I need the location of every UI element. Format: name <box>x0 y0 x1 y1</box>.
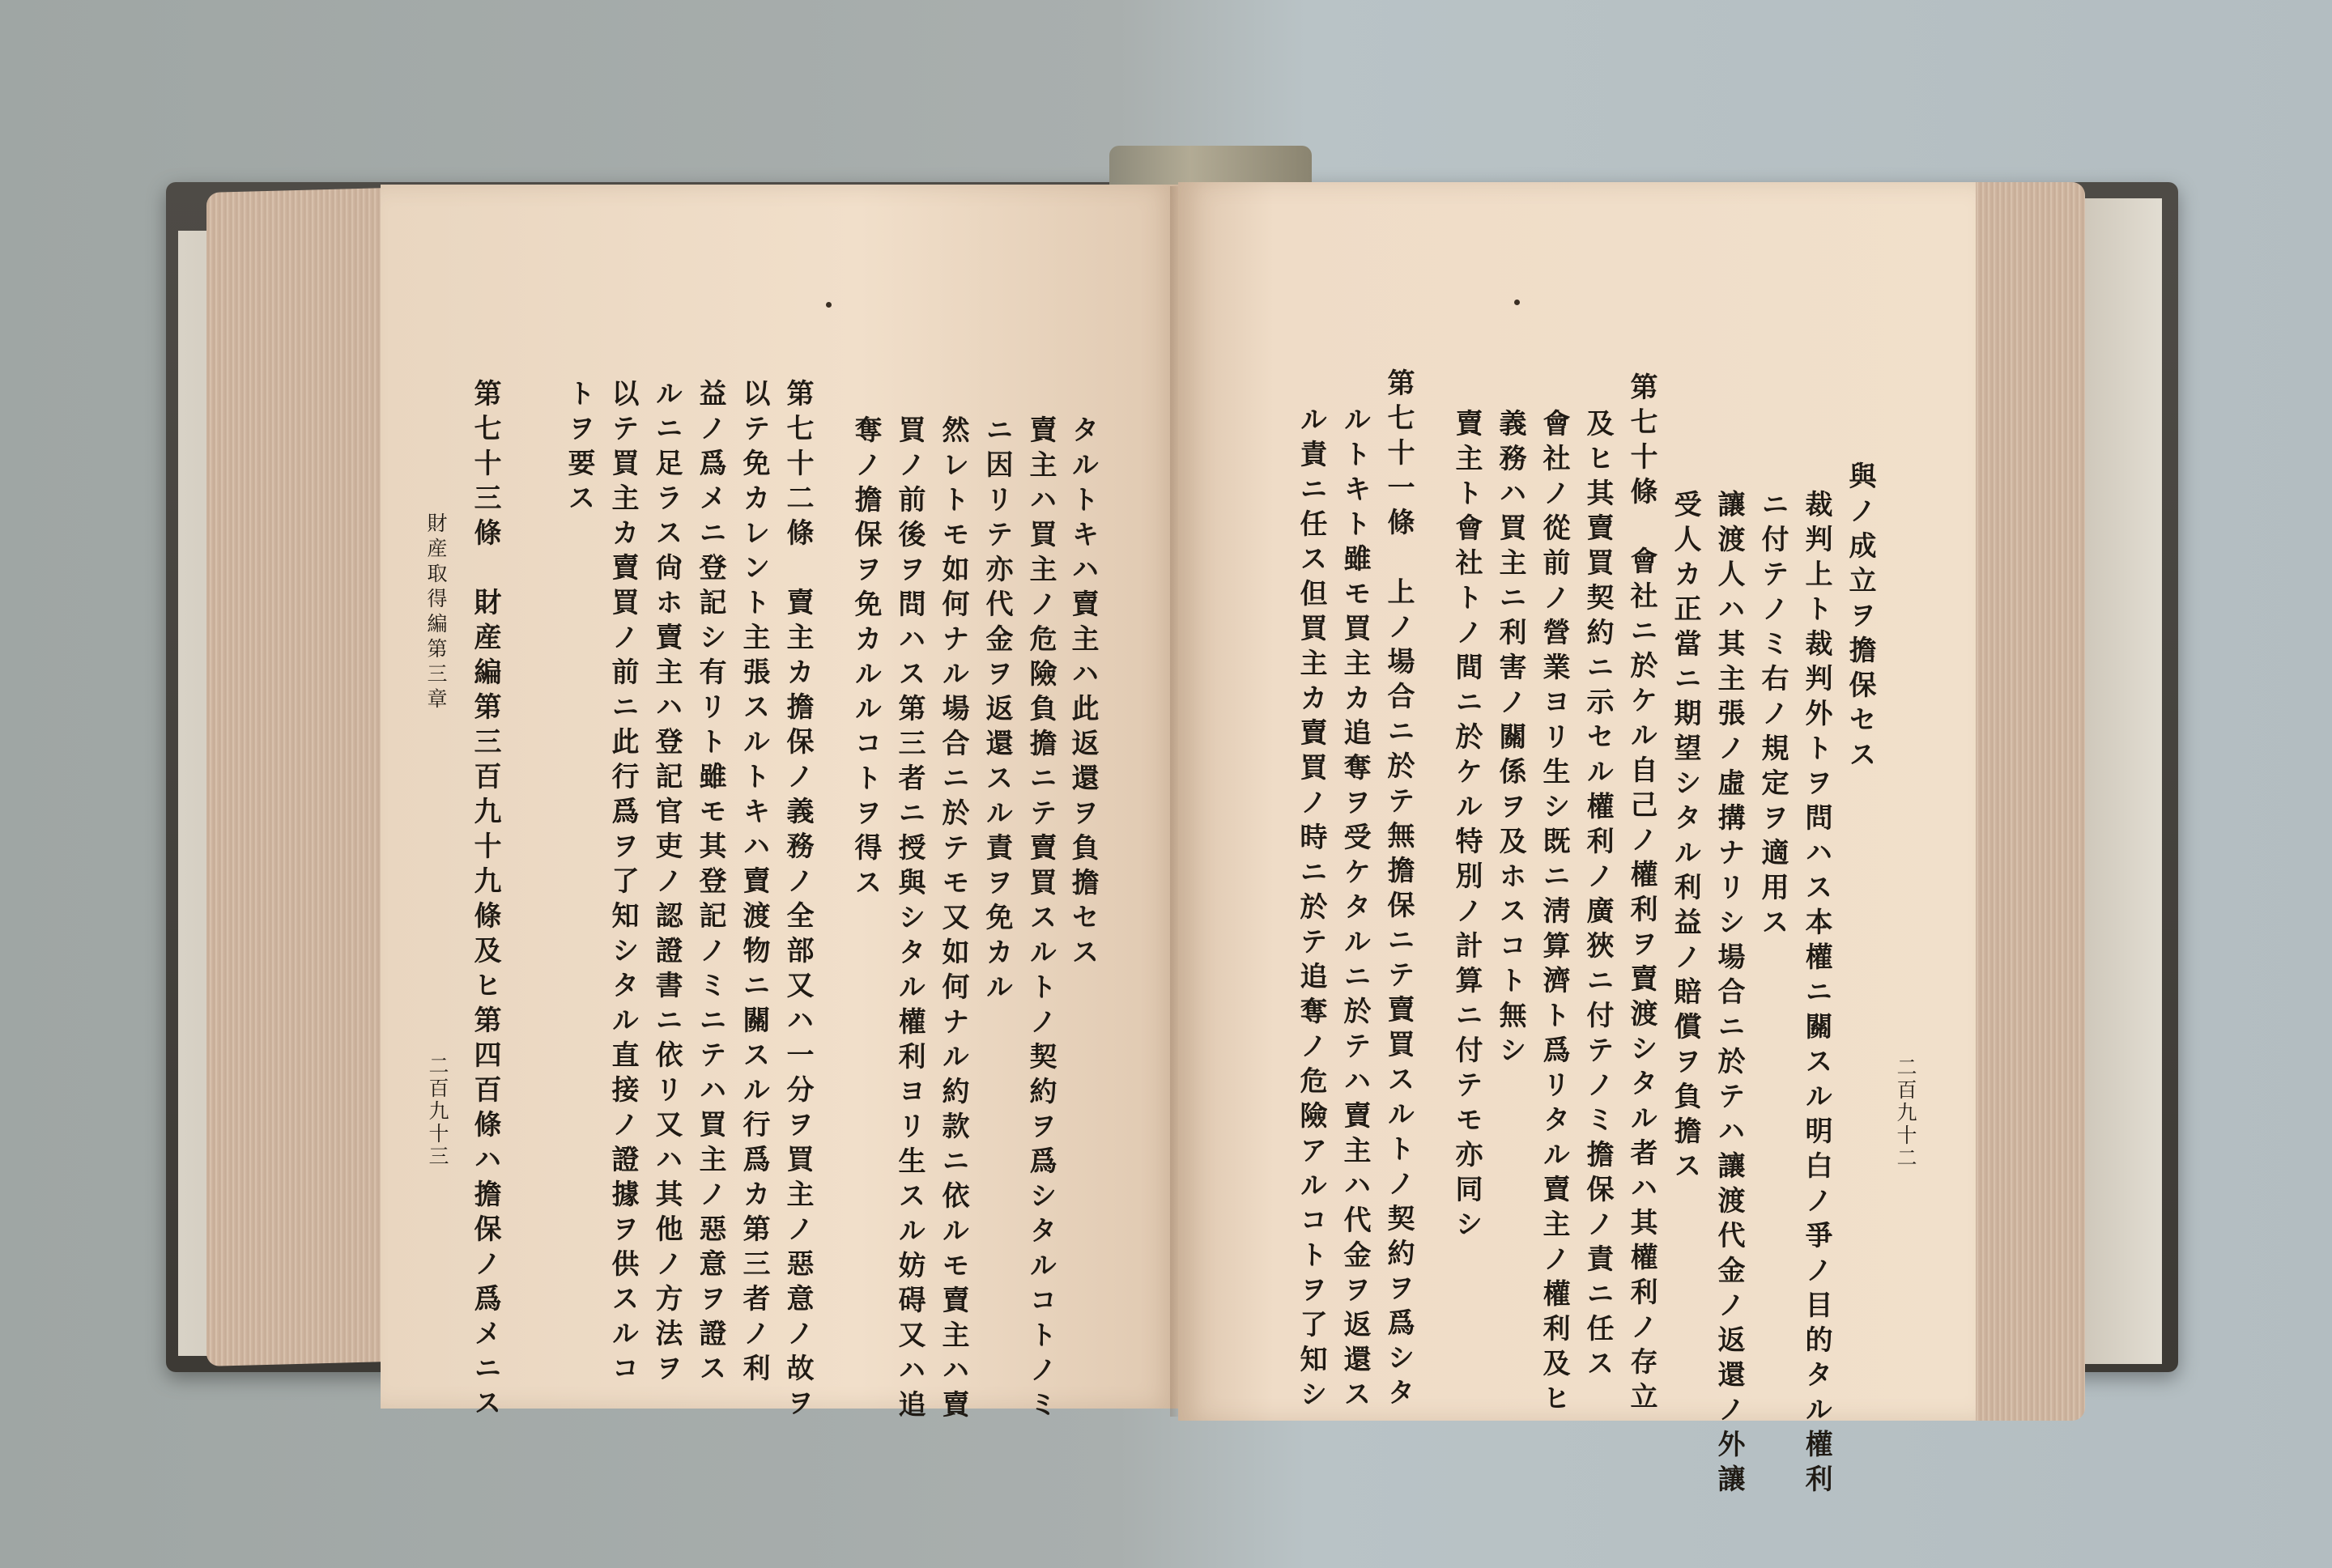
binding-hole-mark <box>826 302 832 308</box>
article-heading: 第七十二條 賣主カ擔保ノ義務ノ全部又ハ一分ヲ買主ノ惡意ノ故ヲ <box>781 379 814 1423</box>
text-column: ニ因リテ亦代金ヲ返還スル責ヲ免カル <box>981 415 1013 1007</box>
text-column: 以テ免カレント主張スルトキハ賣渡物ニ關スル行爲カ第三者ノ利 <box>738 379 770 1388</box>
text-column: ニ付テノミ右ノ規定ヲ適用ス <box>1756 490 1789 942</box>
text-column: 及ヒ其賣買契約ニ示セル權利ノ廣狹ニ付テノミ擔保ノ責ニ任ス <box>1581 409 1614 1383</box>
text-column: ルトキト雖モ買主カ追奪ヲ受ケタルニ於テハ賣主ハ代金ヲ返還ス <box>1338 405 1371 1414</box>
binding-hole-mark <box>1514 300 1520 305</box>
text-column: 賣主ハ買主ノ危險負擔ニテ賣買スルトノ契約ヲ爲シタルコトノミ <box>1024 415 1057 1425</box>
right-endpaper <box>2085 198 2162 1364</box>
right-page-edges <box>1968 182 2085 1421</box>
text-column: 讓渡人ハ其主張ノ虛搆ナリシ場合ニ於テハ讓渡代金ノ返還ノ外讓 <box>1713 490 1745 1499</box>
text-column: 受人カ正當ニ期望シタル利益ノ賠償ヲ負擔ス <box>1669 490 1701 1186</box>
page-number: 二百九十二 <box>1894 1056 1917 1170</box>
left-page <box>381 185 1178 1425</box>
left-page-edges <box>206 188 389 1366</box>
page-number: 二百九十三 <box>426 1055 449 1168</box>
text-column: 然レトモ如何ナル場合ニ於テモ又如何ナル約款ニ依ルモ賣主ハ賣 <box>937 415 969 1425</box>
text-column: タルトキハ賣主ハ此返還ヲ負擔セス <box>1066 415 1099 972</box>
article-heading: 第七十條 會社ニ於ケル自己ノ權利ヲ賣渡シタル者ハ其權利ノ存立 <box>1625 372 1658 1417</box>
text-column: 裁判上ト裁判外トヲ問ハス本權ニ關スル明白ノ爭ノ目的タル權利 <box>1800 490 1832 1499</box>
running-head: 財産取得編第三章 <box>424 512 448 713</box>
text-column: 義務ハ買主ニ利害ノ關係ヲ及ホスコト無シ <box>1494 409 1526 1070</box>
text-column: 會社ノ從前ノ營業ヨリ生シ既ニ淸算濟ト爲リタル賣主ノ權利及ヒ <box>1538 409 1570 1418</box>
text-column: ルニ足ラス尙ホ賣主ハ登記官吏ノ認證書ニ依リ又ハ其他ノ方法ヲ <box>650 379 683 1388</box>
text-column: 以テ買主カ賣買ノ前ニ此行爲ヲ了知シタル直接ノ證據ヲ供スルコ <box>606 379 639 1388</box>
text-column: 買ノ前後ヲ問ハス第三者ニ授與シタル權利ヨリ生スル妨碍又ハ追 <box>893 415 926 1425</box>
text-column: 賣主ト會社トノ間ニ於ケル特別ノ計算ニ付テモ亦同シ <box>1450 409 1483 1244</box>
text-column: 益ノ爲メニ登記シ有リト雖モ其登記ノミニテハ買主ノ惡意ヲ證ス <box>694 379 726 1388</box>
text-column: トヲ要ス <box>563 379 595 518</box>
text-column: ル責ニ任ス但買主カ賣買ノ時ニ於テ追奪ノ危險アルコトヲ了知シ <box>1295 405 1327 1414</box>
text-column: 與ノ成立ヲ擔保セス <box>1844 461 1876 775</box>
text-column: 奪ノ擔保ヲ免カルルコトヲ得ス <box>849 415 882 903</box>
right-page <box>1178 182 1976 1499</box>
article-heading: 第七十一條 上ノ場合ニ於テ無擔保ニテ賣買スルトノ契約ヲ爲シタ <box>1382 368 1415 1413</box>
article-heading: 第七十三條 財産編第三百九十九條及ヒ第四百條ハ擔保ノ爲メニス <box>469 379 501 1423</box>
